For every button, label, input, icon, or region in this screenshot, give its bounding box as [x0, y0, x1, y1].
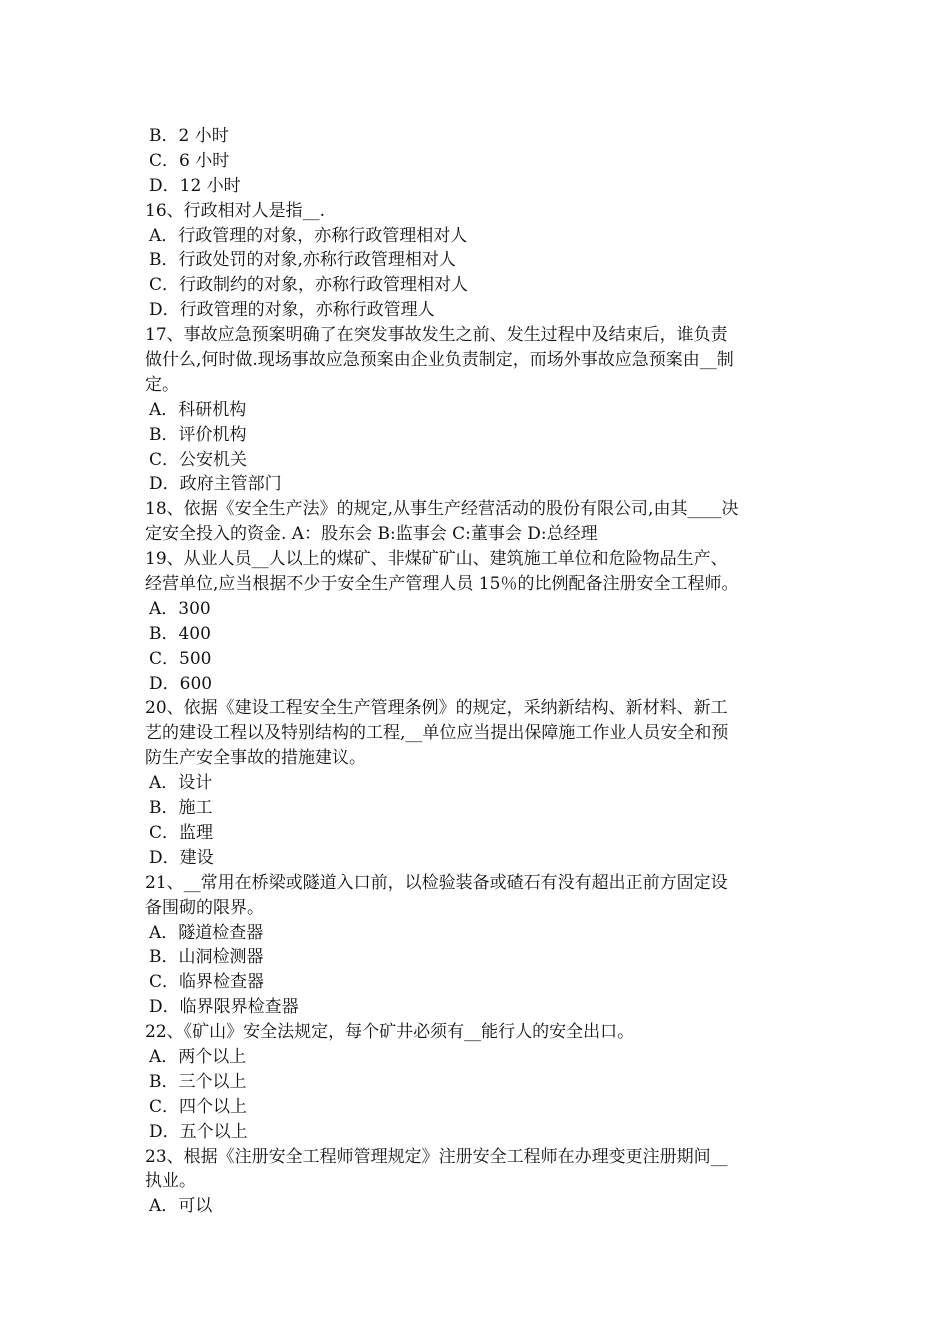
document-body	[145, 124, 810, 1219]
question-text-line: 20、依据《建设工程安全生产管理条例》的规定，采纳新结构、新材料、新工	[145, 698, 728, 719]
question-text-line: 16、行政相对人是指__.	[145, 200, 326, 221]
answer-option: B．评价机构	[149, 424, 247, 445]
answer-option: B．2 小时	[149, 126, 229, 146]
answer-option: D．临界限界检查器	[149, 997, 299, 1018]
question-text-line: 艺的建设工程以及特别结构的工程,__单位应当提出保障施工作业人员安全和预	[145, 723, 729, 744]
answer-option: B．山洞检测器	[149, 947, 264, 968]
question-text-line: 定。	[145, 374, 179, 395]
question-text-line: 做什么,何时做.现场事故应急预案由企业负责制定，而场外事故应急预案由__制	[145, 350, 734, 371]
answer-option: B．行政处罚的对象,亦称行政管理相对人	[149, 250, 456, 271]
answer-option: D．五个以上	[149, 1121, 248, 1142]
answer-option: C．500	[149, 648, 212, 669]
answer-option: B．施工	[149, 798, 213, 819]
question-text-line: 22、《矿山》安全法规定，每个矿井必须有__能行人的安全出口。	[145, 1022, 635, 1043]
answer-option: A．两个以上	[149, 1046, 247, 1067]
question-text-line: 执业。	[145, 1171, 196, 1192]
answer-option: A．设计	[149, 773, 213, 794]
question-text-line: 经营单位,应当根据不少于安全生产管理人员 15％的比例配备注册安全工程师。	[145, 574, 739, 595]
question-text-line: 21、__常用在桥梁或隧道入口前，以检验装备或碴石有没有超出正前方固定设	[145, 872, 728, 893]
answer-option: C．公安机关	[149, 449, 248, 470]
answer-option: C．监理	[149, 822, 214, 843]
answer-option: A．可以	[149, 1196, 213, 1217]
question-text-line: 17、事故应急预案明确了在突发事故发生之前、发生过程中及结束后，谁负责	[145, 325, 728, 346]
answer-option: D．600	[149, 673, 213, 694]
question-text-line: 19、从业人员__人以上的煤矿、非煤矿矿山、建筑施工单位和危险物品生产、	[145, 549, 728, 570]
answer-option: B．三个以上	[149, 1071, 247, 1092]
answer-option: D．12 小时	[149, 175, 241, 196]
question-text-line: 18、依据《安全生产法》的规定,从事生产经营活动的股份有限公司,由其____决	[145, 499, 739, 520]
answer-option: A．科研机构	[149, 399, 247, 420]
answer-option: C．行政制约的对象，亦称行政管理相对人	[149, 275, 469, 296]
answer-option: C．临界检查器	[149, 972, 265, 993]
answer-option: A．300	[149, 598, 211, 619]
answer-option: C．四个以上	[149, 1096, 248, 1117]
answer-option: D．建设	[149, 847, 214, 868]
question-text-line: 备围砌的限界。	[145, 897, 264, 918]
question-text-line: 定安全投入的资金. A：股东会 B:监事会 C:董事会 D:总经理	[145, 524, 598, 545]
answer-option: A．行政管理的对象，亦称行政管理相对人	[149, 225, 468, 246]
answer-option: B．400	[149, 623, 211, 644]
question-text-line: 防生产安全事故的措施建议。	[145, 748, 366, 769]
answer-option: D．行政管理的对象，亦称行政管理人	[149, 300, 435, 321]
answer-option: C．6 小时	[149, 150, 230, 171]
answer-option: A．隧道检查器	[149, 922, 264, 943]
question-text-line: 23、根据《注册安全工程师管理规定》注册安全工程师在办理变更注册期间__	[145, 1146, 728, 1167]
answer-option: D．政府主管部门	[149, 474, 282, 495]
